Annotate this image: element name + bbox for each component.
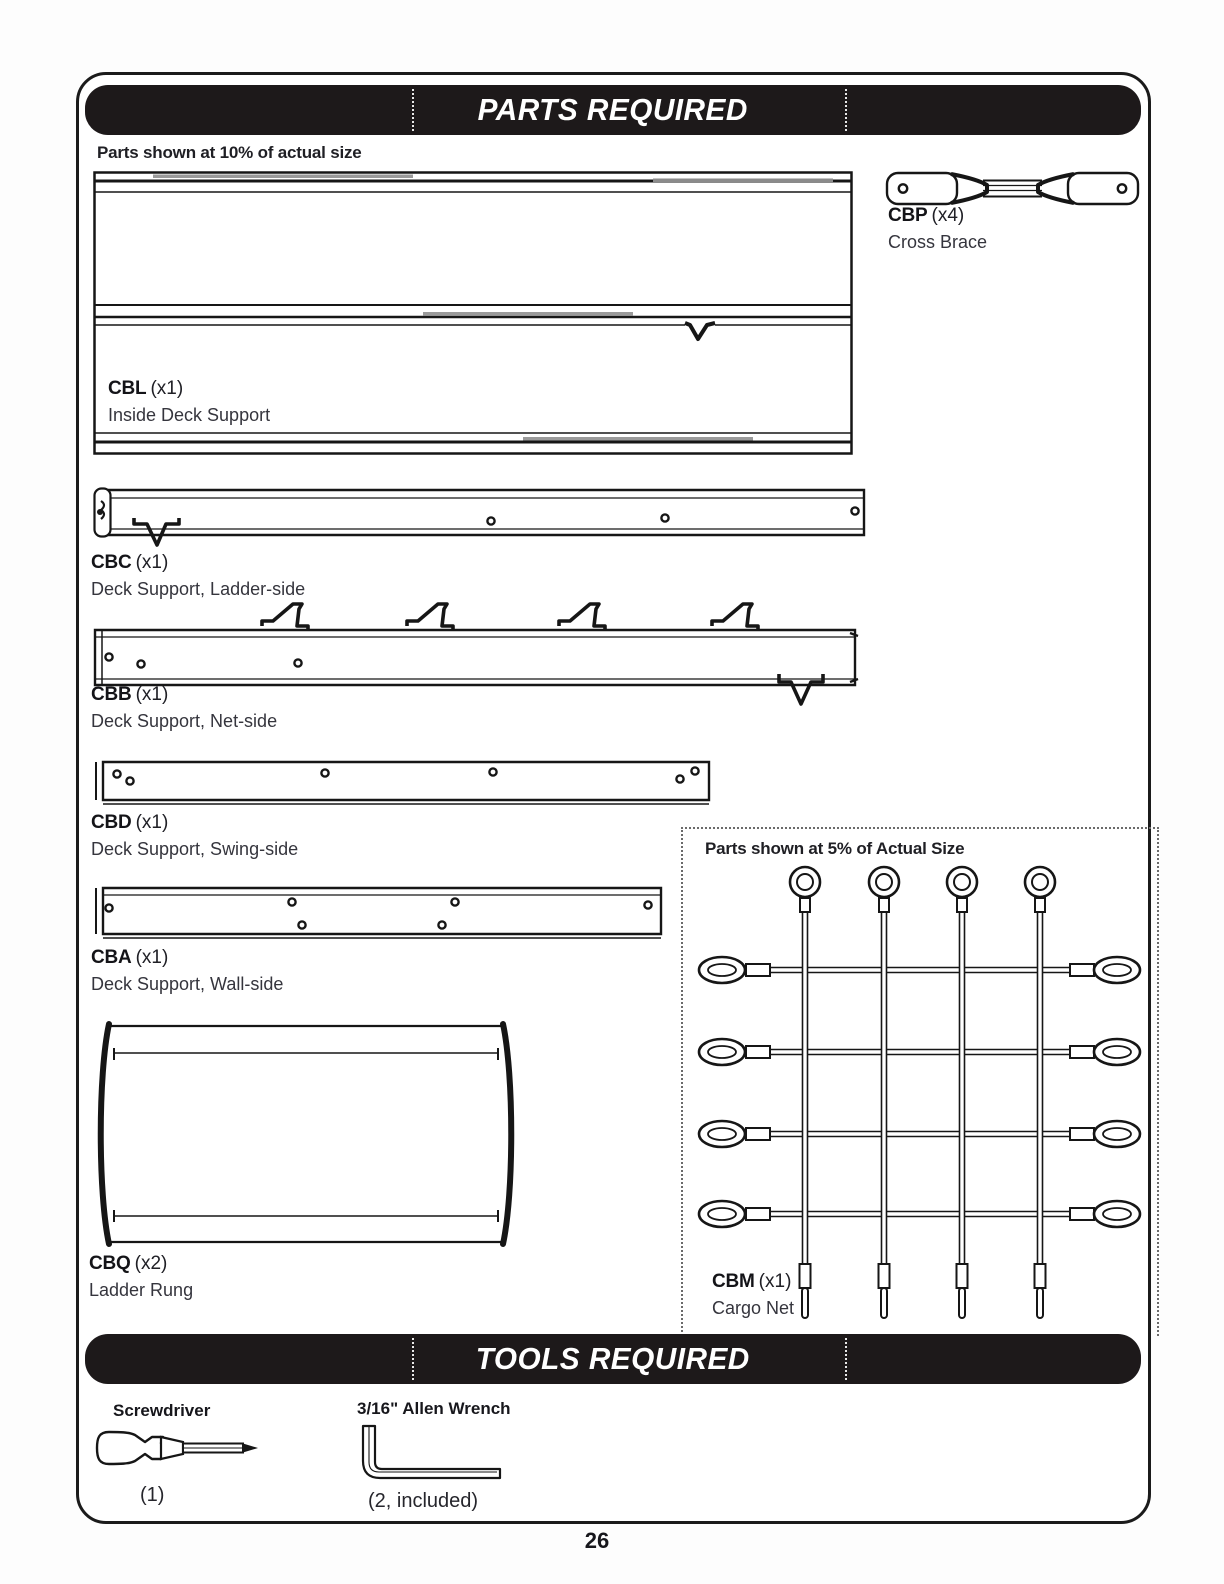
part-label-cbl	[108, 377, 270, 426]
tools-section-title: TOOLS REQUIRED	[475, 1341, 751, 1376]
part-code: CBB	[91, 684, 132, 705]
tool-name-screwdriver: Screwdriver	[113, 1401, 211, 1420]
ladder-rung-drawing	[95, 1020, 517, 1248]
deck-support-wall-side-drawing	[93, 886, 665, 942]
part-desc: Deck Support, Ladder-side	[91, 578, 306, 599]
page-number: 26	[584, 1528, 610, 1553]
part-label-cbp	[888, 204, 987, 253]
allen-wrench-drawing	[357, 1424, 505, 1486]
screwdriver-qty: (1)	[140, 1484, 165, 1506]
header-dotted-divider	[845, 89, 847, 131]
part-desc: Ladder Rung	[89, 1279, 194, 1300]
part-desc: Deck Support, Net-side	[91, 710, 278, 731]
part-qty: (x1)	[150, 378, 184, 399]
part-qty: (x1)	[135, 812, 169, 833]
part-desc: Cargo Net	[712, 1297, 795, 1318]
header-dotted-divider	[845, 1338, 847, 1380]
tool-name-allen-wrench: 3/16" Allen Wrench	[357, 1399, 511, 1418]
deck-support-swing-side-drawing	[93, 760, 713, 806]
part-code: CBM	[712, 1271, 755, 1292]
part-desc: Deck Support, Wall-side	[91, 973, 284, 994]
cargo-net-drawing	[690, 862, 1150, 1324]
part-label-cba	[91, 946, 283, 995]
part-desc: Cross Brace	[888, 231, 988, 252]
part-code: CBP	[888, 205, 928, 226]
part-code: CBQ	[89, 1253, 131, 1274]
part-qty: (x1)	[135, 947, 169, 968]
parts-required-header	[85, 85, 1141, 135]
part-desc: Inside Deck Support	[108, 404, 271, 425]
screwdriver-drawing	[95, 1428, 263, 1472]
part-code: CBL	[108, 378, 147, 399]
part-label-cbq	[89, 1252, 193, 1301]
header-dotted-divider	[412, 1338, 414, 1380]
part-code: CBD	[91, 812, 132, 833]
tools-required-header	[85, 1334, 1141, 1384]
part-label-cbd	[91, 811, 298, 860]
part-qty: (x2)	[134, 1253, 168, 1274]
part-qty: (x1)	[135, 552, 169, 573]
header-dotted-divider	[412, 89, 414, 131]
net-scale-note: Parts shown at 5% of Actual Size	[705, 839, 965, 858]
parts-section-title: PARTS REQUIRED	[477, 92, 749, 127]
part-label-cbm	[712, 1270, 794, 1319]
parts-scale-note: Parts shown at 10% of actual size	[97, 143, 362, 162]
part-desc: Deck Support, Swing-side	[91, 838, 299, 859]
part-code: CBA	[91, 947, 132, 968]
part-label-cbc	[91, 551, 305, 600]
part-label-cbb	[91, 683, 277, 732]
part-code: CBC	[91, 552, 132, 573]
part-qty: (x1)	[135, 684, 169, 705]
part-qty: (x1)	[758, 1271, 792, 1292]
deck-support-ladder-side-drawing	[93, 487, 866, 557]
allen-wrench-qty: (2, included)	[368, 1490, 479, 1512]
part-qty: (x4)	[931, 205, 965, 226]
